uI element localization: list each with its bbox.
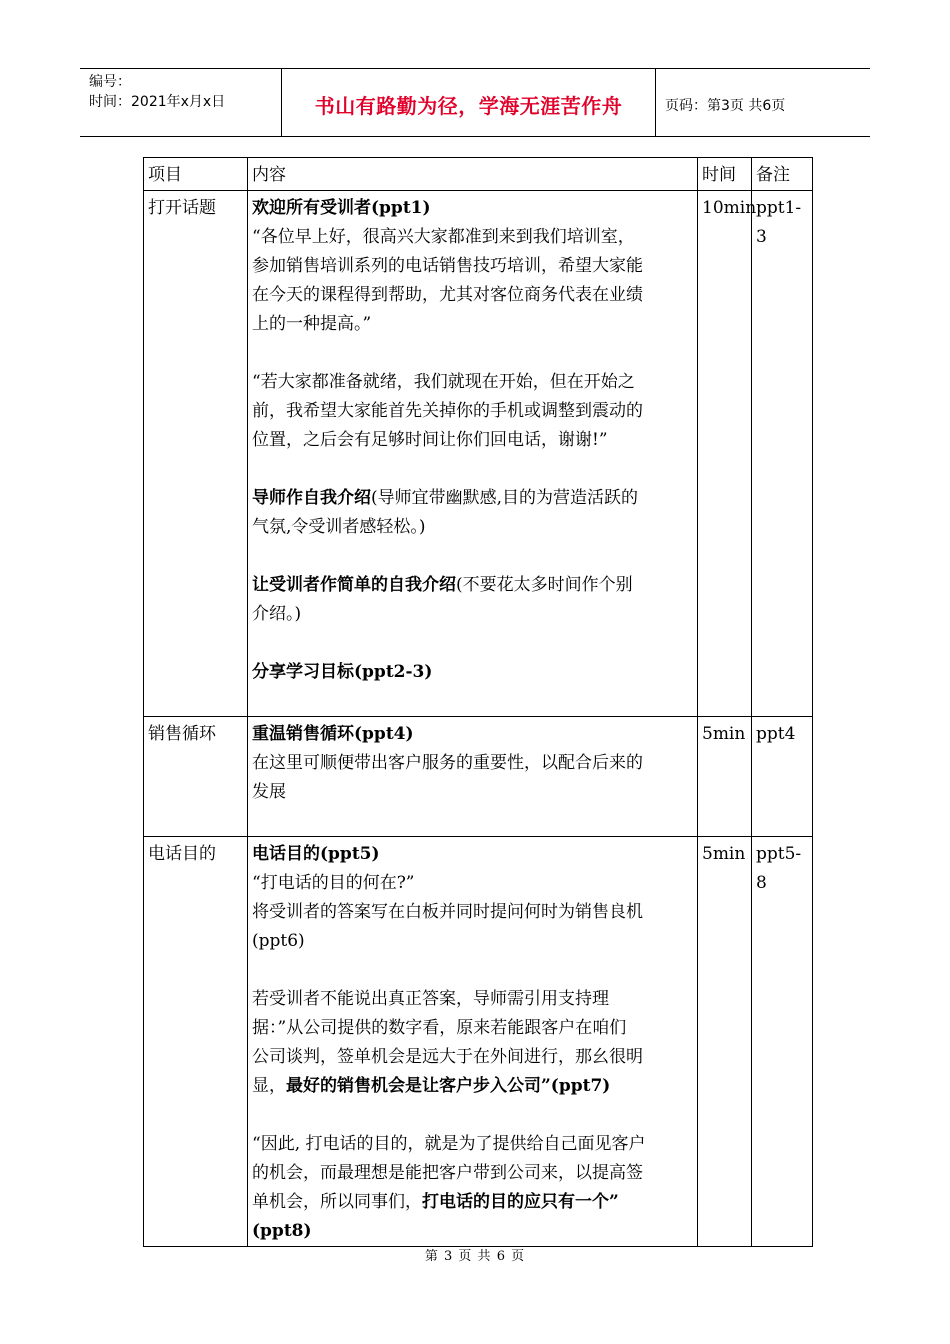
header-motto-cell bbox=[282, 69, 656, 136]
content-text: 的机会，而最理想是能把客户带到公司来，以提高签 bbox=[252, 1163, 643, 1183]
page-header bbox=[80, 68, 870, 137]
content-line bbox=[252, 778, 693, 807]
content-line bbox=[252, 397, 693, 426]
table-body bbox=[144, 191, 813, 1247]
row-time-cell: 10min bbox=[698, 191, 752, 717]
content-line bbox=[252, 840, 693, 869]
content-line bbox=[252, 1072, 693, 1101]
content-text-bold: 最好的销售机会是让客户步入公司”(ppt7) bbox=[286, 1076, 611, 1096]
row-note-cell: ppt5-8 bbox=[752, 837, 813, 1247]
row-note-cell: ppt4 bbox=[752, 717, 813, 837]
content-line bbox=[252, 985, 693, 1014]
header-note: 备注 bbox=[752, 158, 813, 191]
content-line bbox=[252, 1188, 693, 1217]
content-text: “打电话的目的何在?” bbox=[252, 873, 415, 893]
content-line bbox=[252, 687, 693, 716]
header-page-info bbox=[656, 69, 870, 136]
header-time: 时间 bbox=[698, 158, 752, 191]
content-text: 介绍。) bbox=[252, 604, 302, 624]
number-label: 编号： bbox=[89, 74, 131, 90]
row-time-cell: 5min bbox=[698, 717, 752, 837]
content-line bbox=[252, 720, 693, 749]
content-text-bold: 让受训者作简单的自我介绍 bbox=[252, 575, 456, 595]
content-text-bold: 打电话的目的应只有一个” bbox=[422, 1192, 619, 1212]
content-line bbox=[252, 1130, 693, 1159]
content-line bbox=[252, 927, 693, 956]
header-content: 内容 bbox=[248, 158, 698, 191]
content-line bbox=[252, 600, 693, 629]
content-line bbox=[252, 629, 693, 658]
content-text: 公司谈判，签单机会是远大于在外间进行，那幺很明 bbox=[252, 1047, 643, 1067]
content-text: 若受训者不能说出真正答案，导师需引用支持理 bbox=[252, 989, 609, 1009]
content-text: 据：”从公司提供的数字看，原来若能跟客户在咱们 bbox=[252, 1018, 627, 1038]
header-item: 项目 bbox=[144, 158, 248, 191]
content-text-bold: 重温销售循环(ppt4) bbox=[252, 724, 414, 744]
content-text: (ppt6) bbox=[252, 931, 305, 951]
row-item-cell: 销售循环 bbox=[144, 717, 248, 837]
content-line bbox=[252, 339, 693, 368]
content-line bbox=[252, 310, 693, 339]
content-line bbox=[252, 749, 693, 778]
content-text-bold: (ppt8) bbox=[252, 1221, 312, 1241]
content-line bbox=[252, 898, 693, 927]
content-text-bold: 电话目的(ppt5) bbox=[252, 844, 380, 864]
content-line bbox=[252, 869, 693, 898]
content-text: (导师宜带幽默感,目的为营造活跃的 bbox=[371, 488, 639, 508]
content-line bbox=[252, 281, 693, 310]
content-line bbox=[252, 252, 693, 281]
training-table bbox=[143, 157, 813, 1247]
table-row bbox=[144, 837, 813, 1247]
content-line bbox=[252, 426, 693, 455]
content-text: 发展 bbox=[252, 782, 286, 802]
header-meta bbox=[80, 69, 282, 136]
row-content-cell bbox=[248, 837, 698, 1247]
content-text: “各位早上好，很高兴大家都准到来到我们培训室， bbox=[252, 227, 635, 247]
content-text: (不要花太多时间作个别 bbox=[456, 575, 633, 595]
content-text: 参加销售培训系列的电话销售技巧培训，希望大家能 bbox=[252, 256, 643, 276]
content-line bbox=[252, 1043, 693, 1072]
content-line bbox=[252, 956, 693, 985]
content-text: 气氛,令受训者感轻松。) bbox=[252, 517, 426, 537]
content-text: 在今天的课程得到帮助，尤其对客位商务代表在业绩 bbox=[252, 285, 643, 305]
content-line bbox=[252, 542, 693, 571]
page-info-text: 页码：第3页 共6页 bbox=[665, 97, 786, 114]
row-item-cell: 打开话题 bbox=[144, 191, 248, 717]
content-text: 位置，之后会有足够时间让你们回电话，谢谢!” bbox=[252, 430, 608, 450]
content-line bbox=[252, 1159, 693, 1188]
date-label: 时间：2021年x月x日 bbox=[89, 94, 226, 110]
content-line bbox=[252, 1101, 693, 1130]
row-item-cell: 电话目的 bbox=[144, 837, 248, 1247]
row-content-cell bbox=[248, 191, 698, 717]
row-note-cell: ppt1-3 bbox=[752, 191, 813, 717]
content-line bbox=[252, 513, 693, 542]
content-line bbox=[252, 484, 693, 513]
motto-text: 书山有路勤为径，学海无涯苦作舟 bbox=[314, 94, 623, 118]
content-line bbox=[252, 194, 693, 223]
row-content-cell bbox=[248, 717, 698, 837]
content-text: 在这里可顺便带出客户服务的重要性，以配合后来的 bbox=[252, 753, 643, 773]
row-time-cell: 5min bbox=[698, 837, 752, 1247]
content-text: “若大家都准备就绪，我们就现在开始，但在开始之 bbox=[252, 372, 635, 392]
content-text-bold: 欢迎所有受训者(ppt1) bbox=[252, 198, 431, 218]
page-footer: 第 3 页 共 6 页 bbox=[424, 1249, 526, 1264]
content-text: 前，我希望大家能首先关掉你的手机或调整到震动的 bbox=[252, 401, 643, 421]
table-header-row bbox=[144, 158, 813, 191]
content-text-bold: 分享学习目标(ppt2-3) bbox=[252, 662, 433, 682]
content-line bbox=[252, 1217, 693, 1246]
content-line bbox=[252, 368, 693, 397]
content-line bbox=[252, 571, 693, 600]
content-text: 显， bbox=[252, 1076, 286, 1096]
content-text: 单机会，所以同事们， bbox=[252, 1192, 422, 1212]
table-row bbox=[144, 191, 813, 717]
content-text: 将受训者的答案写在白板并同时提问何时为销售良机 bbox=[252, 902, 643, 922]
content-text: 上的一种提高。” bbox=[252, 314, 372, 334]
content-line bbox=[252, 807, 693, 836]
content-line bbox=[252, 658, 693, 687]
content-line bbox=[252, 223, 693, 252]
content-text: “因此, 打电话的目的，就是为了提供给自己面见客户 bbox=[252, 1134, 646, 1154]
content-line bbox=[252, 1014, 693, 1043]
table-row bbox=[144, 717, 813, 837]
content-text-bold: 导师作自我介绍 bbox=[252, 488, 371, 508]
content-line bbox=[252, 455, 693, 484]
